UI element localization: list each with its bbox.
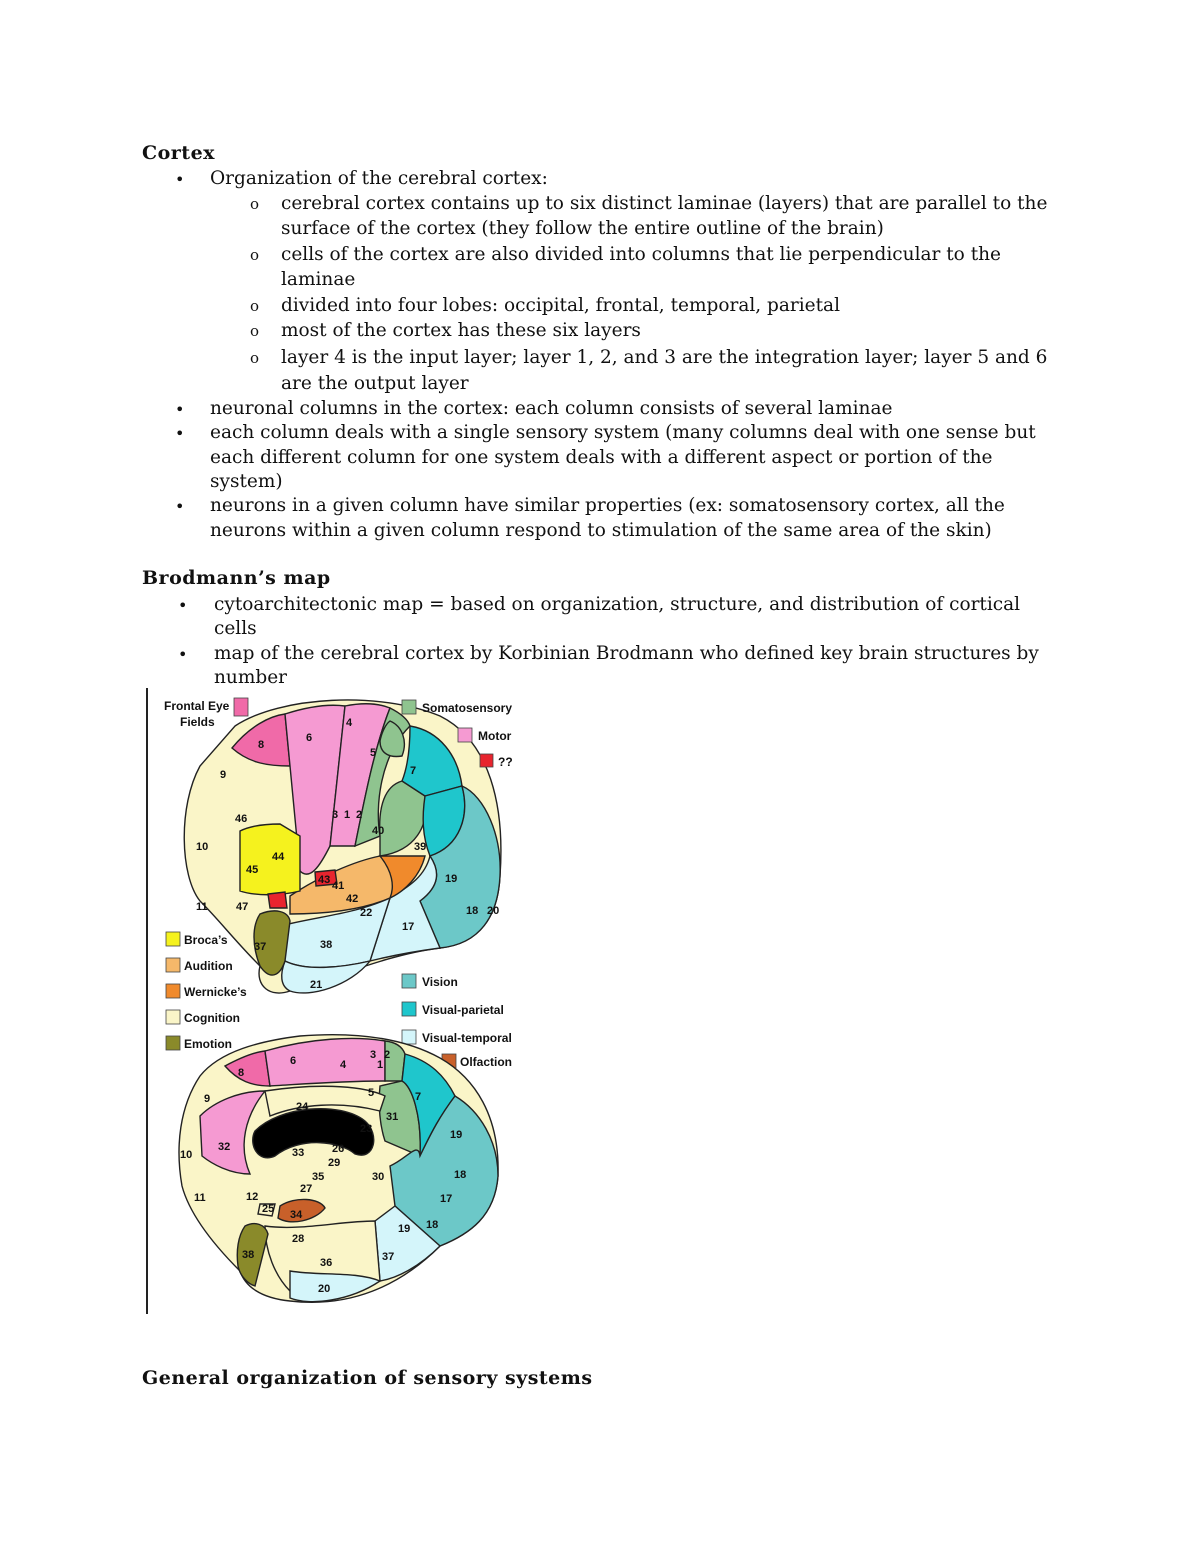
list-item: neurons in a given column have similar properties (ex: somatosensory cortex, all the	[210, 495, 1005, 516]
legend-label-broca: Broca’s	[184, 933, 228, 947]
list-item: cells of the cortex are also divided into columns that lie perpendicular to the	[281, 244, 1002, 265]
lateral-label: 10	[196, 841, 209, 853]
medial-label: 19	[450, 1129, 463, 1141]
legend-label-unknown: ??	[498, 755, 513, 769]
bullet-icon: •	[175, 400, 185, 419]
medial-label: 28	[292, 1233, 305, 1245]
lateral-label: 37	[254, 941, 267, 953]
lateral-label: 3	[332, 809, 339, 821]
medial-label: 6	[290, 1055, 297, 1067]
medial-label: 27	[300, 1183, 313, 1195]
lateral-label: 8	[258, 739, 265, 751]
general-organization-heading: General organization of sensory systems	[142, 1367, 593, 1389]
medial-label: 37	[382, 1251, 395, 1263]
legend-label-cognition: Cognition	[184, 1011, 240, 1025]
lateral-label: 2	[356, 809, 363, 821]
medial-label: 7	[415, 1091, 422, 1103]
bullet-icon: •	[178, 645, 188, 664]
medial-label: 33	[292, 1147, 305, 1159]
brodmann-figure	[140, 686, 540, 1316]
medial-label: 25	[262, 1203, 275, 1215]
legend-swatch-motor	[458, 728, 472, 742]
lateral-label: 21	[310, 979, 323, 991]
medial-label: 12	[246, 1191, 259, 1203]
legend-swatch-somatosensory	[402, 700, 416, 714]
list-item-continued: laminae	[281, 269, 356, 290]
legend-label-wernicke: Wernicke’s	[184, 985, 247, 999]
medial-label: 24	[296, 1101, 309, 1113]
list-item-continued: each different column for one system deals with a different aspect or portion of the	[210, 447, 993, 468]
lateral-label: 17	[402, 921, 415, 933]
list-item: map of the cerebral cortex by Korbinian Brodmann who defined key brain structures by	[214, 643, 1039, 664]
bullet-icon: •	[178, 596, 188, 615]
lateral-label: 20	[487, 905, 500, 917]
list-item: cerebral cortex contains up to six distinct laminae (layers) that are parallel to the	[281, 193, 1048, 214]
medial-label: 31	[386, 1111, 399, 1123]
lateral-label: 45	[246, 864, 259, 876]
sub-bullet-icon: o	[250, 195, 260, 213]
bullet-icon: •	[175, 424, 185, 443]
medial-label: 10	[180, 1149, 193, 1161]
list-item-continued: number	[214, 667, 288, 688]
legend-swatch-visual-temporal	[402, 1030, 416, 1044]
legend-swatch-cognition	[166, 1010, 180, 1024]
frontal-eye-swatch	[234, 698, 248, 716]
medial-label: 30	[372, 1171, 385, 1183]
cortex-heading: Cortex	[142, 142, 215, 164]
legend-swatch-emotion	[166, 1036, 180, 1050]
lateral-label: 40	[372, 825, 385, 837]
legend-label-visual-parietal: Visual-parietal	[422, 1003, 504, 1017]
list-item: divided into four lobes: occipital, frontal, temporal, parietal	[281, 295, 840, 316]
lateral-label: 19	[445, 873, 458, 885]
medial-label: 17	[440, 1193, 453, 1205]
legend-left	[166, 932, 247, 1051]
legend-swatch-broca	[166, 932, 180, 946]
sub-bullet-icon: o	[250, 349, 260, 367]
medial-label: 29	[328, 1157, 341, 1169]
list-item: neuronal columns in the cortex: each column consists of several laminae	[210, 398, 893, 419]
lateral-label: 1	[344, 809, 351, 821]
legend-label-motor: Motor	[478, 729, 512, 743]
legend-label-visual-temporal: Visual-temporal	[422, 1031, 512, 1045]
legend-swatch-visual-parietal	[402, 1002, 416, 1016]
lateral-label: 7	[410, 765, 417, 777]
lateral-label: 4	[346, 717, 353, 729]
lateral-label: 18	[466, 905, 479, 917]
list-item: Organization of the cerebral cortex:	[210, 168, 548, 189]
area-unknown-red	[268, 892, 287, 908]
list-item-continued: system)	[210, 471, 283, 492]
medial-label: 9	[204, 1093, 211, 1105]
list-item: each column deals with a single sensory system (many columns deal with one sense but	[210, 422, 1036, 443]
bullet-icon: •	[175, 497, 185, 516]
lateral-label: 43	[318, 874, 331, 886]
list-item-continued: cells	[214, 618, 257, 639]
list-item-continued: neurons within a given column respond to stimulation of the same area of the skin)	[210, 520, 992, 541]
medial-label: 20	[318, 1283, 331, 1295]
medial-label: 11	[194, 1192, 206, 1204]
medial-label: 2	[384, 1049, 391, 1061]
medial-label: 5	[368, 1087, 375, 1099]
area-44-45-broca	[240, 824, 300, 895]
brodmann-heading: Brodmann’s map	[142, 567, 331, 589]
medial-label: 36	[320, 1257, 333, 1269]
legend-swatch-audition	[166, 958, 180, 972]
medial-label: 32	[218, 1141, 231, 1153]
lateral-label: 9	[220, 769, 227, 781]
list-item-continued: surface of the cortex (they follow the entire outline of the brain)	[281, 218, 884, 239]
lateral-label: 6	[306, 732, 313, 744]
list-item: layer 4 is the input layer; layer 1, 2, and 3 are the integration layer; layer 5 and 6	[281, 347, 1048, 368]
medial-label: 23	[360, 1123, 373, 1135]
lateral-label: 41	[332, 880, 345, 892]
lateral-label: 44	[272, 851, 285, 863]
legend-label-olfaction: Olfaction	[460, 1055, 513, 1069]
frontal-eye-label-1: Frontal Eye	[164, 699, 230, 713]
sub-bullet-icon: o	[250, 297, 260, 315]
frontal-eye-label-2: Fields	[180, 715, 215, 729]
legend-label-emotion: Emotion	[184, 1037, 232, 1051]
medial-label: 35	[312, 1171, 325, 1183]
lateral-label: 46	[235, 813, 248, 825]
legend-swatch-vision	[402, 974, 416, 988]
list-item: most of the cortex has these six layers	[281, 320, 641, 341]
medial-label: 38	[242, 1249, 255, 1261]
lateral-label: 47	[236, 901, 249, 913]
bullet-icon: •	[175, 170, 185, 189]
legend-label-somatosensory: Somatosensory	[422, 701, 513, 715]
medial-label: 26	[332, 1143, 345, 1155]
list-item: cytoarchitectonic map = based on organization, structure, and distribution of cortical	[214, 594, 1021, 615]
medial-label: 18	[454, 1169, 467, 1181]
legend-swatch-wernicke	[166, 984, 180, 998]
list-item-continued: are the output layer	[281, 373, 469, 394]
medial-label: 18	[426, 1219, 439, 1231]
medial-label: 3	[370, 1049, 377, 1061]
lateral-label: 38	[320, 939, 333, 951]
lateral-brain-view	[184, 700, 501, 993]
medial-label: 8	[238, 1067, 245, 1079]
medial-label: 34	[290, 1209, 303, 1221]
lateral-label: 5	[370, 747, 377, 759]
medial-label: 4	[340, 1059, 347, 1071]
legend-swatch-unknown	[480, 754, 493, 767]
sub-bullet-icon: o	[250, 322, 260, 340]
lateral-label: 42	[346, 893, 359, 905]
medial-label: 1	[377, 1059, 384, 1071]
legend-label-audition: Audition	[184, 959, 233, 973]
legend-label-vision: Vision	[422, 975, 458, 989]
lateral-label: 22	[360, 907, 373, 919]
sub-bullet-icon: o	[250, 246, 260, 264]
lateral-label: 11	[196, 901, 208, 913]
lateral-label: 39	[414, 841, 427, 853]
medial-label: 19	[398, 1223, 411, 1235]
